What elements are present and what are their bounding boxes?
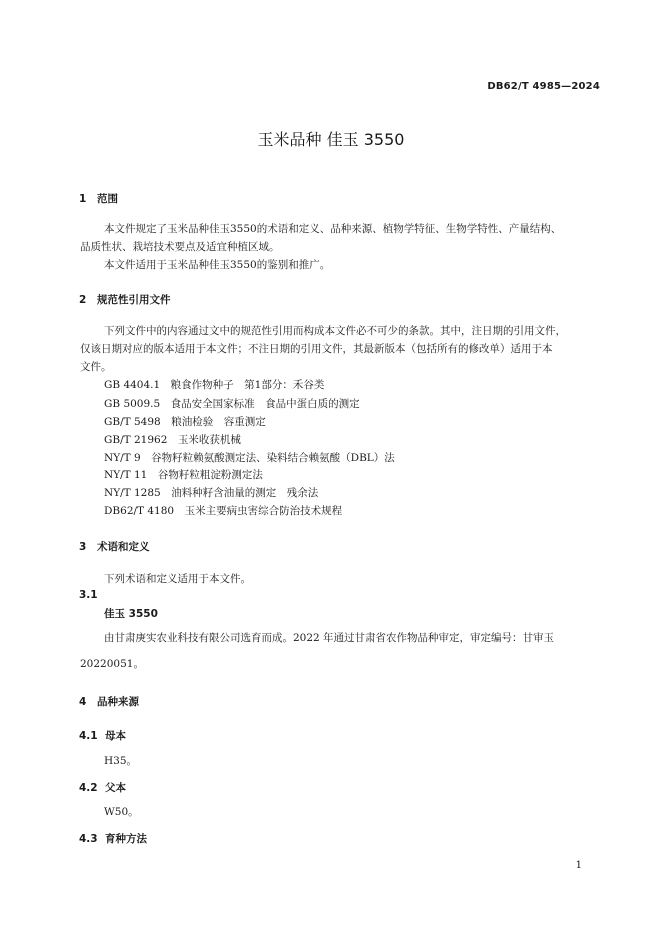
section-title: 品种来源 (97, 696, 139, 708)
subsection-text: W50。 (104, 806, 139, 818)
page-number: 1 (575, 860, 582, 871)
section-3-heading (79, 539, 150, 554)
section-2-heading (79, 292, 171, 307)
reference-item: NY/T 1285 油料种籽含油量的测定 残余法 (104, 487, 319, 499)
paragraph-line: 文件。 (80, 361, 112, 373)
section-title: 范围 (97, 193, 118, 205)
reference-item: GB 5009.5 食品安全国家标准 食品中蛋白质的测定 (104, 398, 360, 410)
paragraph-line: 下列文件中的内容通过文中的规范性引用而构成本文件必不可少的条款。其中，注日期的引用文件， (104, 325, 566, 337)
section-number: 4 (79, 696, 87, 708)
subsection-title: 母本 (105, 730, 126, 742)
term-number: 3.1 (79, 589, 98, 601)
subsection-heading (79, 780, 126, 795)
reference-item: NY/T 11 谷物籽粒粗淀粉测定法 (104, 469, 263, 481)
reference-item: GB/T 5498 粮油检验 容重测定 (104, 416, 266, 428)
section-number: 1 (79, 193, 87, 205)
term-name: 佳玉 3550 (104, 608, 158, 620)
section-number: 2 (79, 294, 87, 306)
subsection-number: 4.2 (79, 782, 98, 794)
standard-code: DB62/T 4985—2024 (487, 81, 600, 92)
reference-item: NY/T 9 谷物籽粒赖氨酸测定法、染料结合赖氨酸（DBL）法 (104, 452, 395, 464)
document-title: 玉米品种 佳玉 3550 (257, 130, 405, 149)
section-1-heading (79, 191, 118, 206)
subsection-number: 4.1 (79, 730, 98, 742)
subsection-heading (79, 831, 147, 846)
definition-line: 20220051。 (80, 658, 144, 670)
section-title: 规范性引用文件 (97, 294, 171, 306)
paragraph-line: 仅该日期对应的版本适用于本文件；不注日期的引用文件，其最新版本（包括所有的修改单）适用于本 (80, 343, 553, 355)
section-title: 术语和定义 (97, 541, 150, 553)
paragraph-line: 本文件适用于玉米品种佳玉3550的鉴别和推广。 (104, 259, 331, 271)
reference-item: GB/T 21962 玉米收获机械 (104, 434, 241, 446)
subsection-title: 父本 (105, 782, 126, 794)
section-4-heading (79, 694, 139, 709)
reference-item: DB62/T 4180 玉米主要病虫害综合防治技术规程 (104, 505, 343, 517)
subsection-number: 4.3 (79, 833, 98, 845)
definition-line: 由甘肃庚实农业科技有限公司选育而成。2022 年通过甘肃省农作物品种审定，审定编号：甘审玉 (104, 632, 555, 644)
subsection-heading (79, 728, 126, 743)
subsection-text: H35。 (104, 755, 138, 767)
reference-item: GB 4404.1 粮食作物种子 第1部分：禾谷类 (104, 379, 325, 391)
paragraph-line: 本文件规定了玉米品种佳玉3550的术语和定义、品种来源、植物学特征、生物学特性、产量结构、 (104, 223, 562, 235)
paragraph-line: 品质性状、栽培技术要点及适宜种植区域。 (80, 241, 280, 253)
subsection-title: 育种方法 (105, 833, 147, 845)
paragraph-line: 下列术语和定义适用于本文件。 (104, 573, 251, 585)
section-number: 3 (79, 541, 87, 553)
